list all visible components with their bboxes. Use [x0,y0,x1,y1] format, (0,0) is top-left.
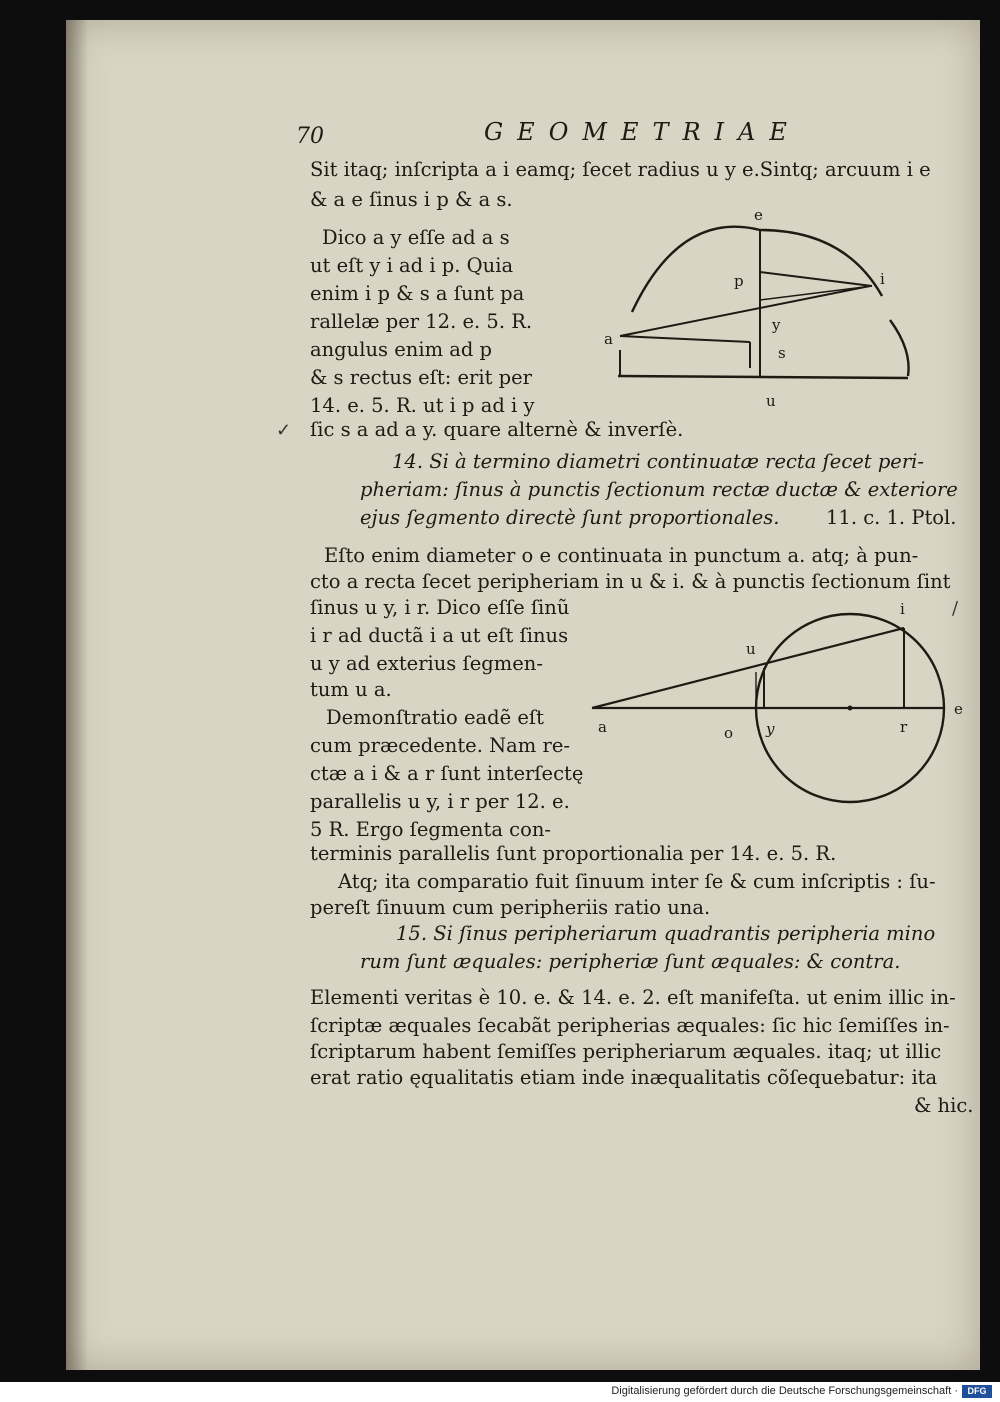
figure-circle-secant-diagram [588,598,968,813]
page-gutter-shadow [66,20,88,1370]
sine-ip [760,272,872,286]
text-line: ſcriptæ æquales ſecabãt peripherias æquales: ſic hic ſemiſſes in- [310,1014,950,1037]
margin-mark: / [952,598,959,619]
sine-as [620,336,750,342]
prop14-line: ejus ſegmento directè ſunt proportionales. [360,506,780,529]
fig1-label-p: p [734,272,744,290]
text-line: angulus enim ad p [310,338,493,361]
page-number: 70 [296,124,324,149]
fig2-label-i: i [900,600,905,618]
diameter-line [618,376,908,378]
text-line: i r ad ductã i a ut eſt ſinus [310,624,569,647]
text-line: ſinus u y, i r. Dico eſſe ſinũ [310,596,570,619]
text-line: cum præcedente. Nam re- [310,734,570,757]
text-line: enim i p & s a ſunt pa [310,282,525,305]
prop14-line: 14. Si à termino diametri continuatæ recta ſecet peri- [392,450,924,473]
text-line: parallelis u y, i r per 12. e. [310,790,570,813]
text-line: pereſt ſinuum cum peripheriis ratio una. [310,896,711,919]
margin-mark: ✓ [276,420,292,441]
fig1-label-a: a [604,330,613,348]
fig1-label-s: s [778,344,786,362]
text-line: Sit itaq; inſcripta a i eamq; ſecet radius u y e.Sintq; arcuum i e [310,158,931,181]
text-line: ut eſt y i ad i p. Quia [310,254,514,277]
text-line: 5 R. Ergo ſegmenta con- [310,818,551,841]
prop15-line: 15. Si ſinus peripheriarum quadrantis peripheria mino [396,922,936,945]
text-line: Elementi veritas è 10. e. & 14. e. 2. eſt manifeſta. ut enim illic in- [310,986,956,1009]
footer-credit-text: Digitalisierung gefördert durch die Deutsche Forschungsgemeinschaft · [611,1385,958,1397]
fig2-label-y: y [766,720,775,738]
text-line: Demonſtratio eadẽ eſt [326,706,544,729]
fig1-label-e: e [754,206,763,224]
prop15-line: rum ſunt æquales: peripheriæ ſunt æquales: & contra. [360,950,901,973]
running-title: GEOMETRIAE [484,118,801,146]
text-line: ctæ a i & a r ſunt interſectę [310,762,584,785]
fig1-label-u: u [766,392,776,410]
text-line: 14. e. 5. R. ut i p ad i y [310,394,535,417]
fig2-label-o: o [724,724,734,742]
text-line: u y ad exterius ſegmen- [310,652,543,675]
digitization-footer [0,1382,1000,1402]
text-line: tum u a. [310,678,392,701]
text-line: Atq; ita comparatio fuit ſinuum inter ſe & cum inſcriptis : ſu- [338,870,936,893]
fig1-label-i: i [880,270,885,288]
prop14-reference: 11. c. 1. Ptol. [826,506,957,529]
fig2-label-u: u [746,640,756,658]
figure-semicircle-diagram [590,200,930,415]
text-line: & a e ſinus i p & a s. [310,188,513,211]
arc-upper [632,227,882,312]
text-line: rallelæ per 12. e. 5. R. [310,310,533,333]
fig2-label-e: e [954,700,963,718]
fig2-label-r: r [900,718,908,736]
fig1-label-y: y [772,316,781,334]
arc-right [890,320,909,376]
text-line: terminis parallelis ſunt proportionalia per 14. e. 5. R. [310,842,837,865]
fig2-label-a: a [598,718,607,736]
text-line: Eſto enim diameter o e continuata in punctum a. atq; à pun- [324,544,919,567]
text-line: Dico a y eſſe ad a s [322,226,510,249]
text-line: & hic. [914,1094,974,1117]
chord-ai [620,286,870,336]
text-line: erat ratio ęqualitatis etiam inde inæqualitatis cõſequebatur: ita [310,1066,938,1089]
text-line: ſcriptarum habent ſemiſſes peripheriarum æquales. itaq; ut illic [310,1040,942,1063]
text-line: ſic s a ad a y. quare alternè & inverſè. [310,418,684,441]
line-yi [760,286,872,300]
dfg-logo: DFG [962,1385,992,1398]
center-point [848,706,853,711]
text-line: & s rectus eſt: erit per [310,366,532,389]
prop14-line: pheriam: ſinus à punctis ſectionum rectæ ductæ & exteriore [360,478,958,501]
text-line: cto a recta ſecet peripheriam in u & i. & à punctis ſectionum ſint [310,570,951,593]
